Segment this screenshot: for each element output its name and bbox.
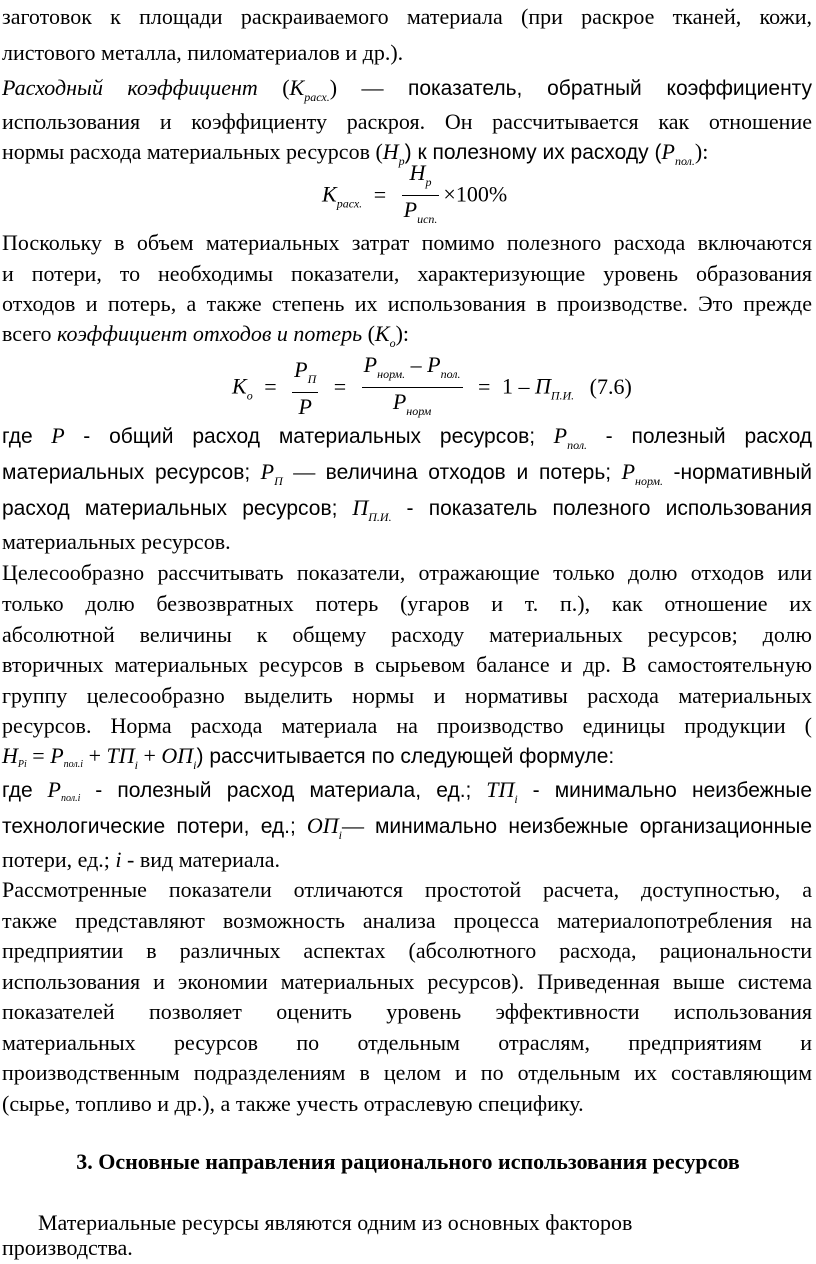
text-line: заготовок к площади раскраиваемого материала (при раскрое тканей, кожи,	[2, 4, 812, 29]
text-line: также представляют возможность анализа процесса материалопотребления на	[2, 908, 812, 933]
text-line: технологические потери, ед.; $ОП_i—$ минимально неизбежные организационные	[2, 813, 812, 842]
text-line: где P - общий расход материальных ресурсов; $P_{пол.}$ - полезный расход	[2, 423, 813, 452]
text-line: только долю безвозвратных потерь (угаров и т. п.), как отношение их	[2, 591, 812, 616]
text-line: ресурсов. Норма расхода материала на производство единицы продукции (	[2, 713, 812, 738]
text-line: Материальные ресурсы являются одним из основных факторов	[38, 1210, 633, 1235]
formula-material-norm: HPi = Pпол.i + $ТП_i + ОП_i$	[2, 743, 197, 772]
text-line: показателей позволяет оценить уровень эффективности использования	[2, 999, 812, 1024]
formula-consumption-coefficient: $K_{расх.}$ = $\frac{H_p}{P_{исп.}}$ ×100%	[322, 160, 508, 226]
text-line: Рассмотренные показатели отличаются простотой расчета, доступностью, а	[2, 877, 812, 902]
text-line: материальных ресурсов; $P_П$ — величина отходов и потерь; $P_{норм.}$ -нормативный	[2, 459, 813, 488]
text-line: вторичных материальных ресурсов в сырьевом балансе и др. В самостоятельную	[2, 652, 812, 677]
text-line: использования и экономии материальных ресурсов). Приведенная выше система	[2, 969, 812, 994]
text-line: расход материальных ресурсов; $П_{П.И.}$ - показатель полезного использования	[2, 495, 812, 524]
text-line: где Pпол.i - полезный расход материала, ед.; $ТП_i$ - минимально неизбежные	[2, 777, 813, 806]
text-line: Поскольку в объем материальных затрат помимо полезного расхода включаются	[2, 230, 812, 255]
text-line: предприятии в различных аспектах (абсолютного расхода, рациональности	[2, 938, 812, 963]
text-line: HPi = Pпол.i + $ТП_i + ОП_i$) рассчитывается по следующей формуле:	[2, 743, 615, 772]
text-line: и потери, то необходимы показатели, характеризующие уровень образования	[2, 261, 812, 286]
section-heading: 3. Основные направления рационального использования ресурсов	[76, 1149, 740, 1174]
text-line: отходов и потерь, а также степень их использования в производстве. Это прежде	[2, 291, 812, 316]
text-line: (сырье, топливо и др.), а также учесть отраслевую специфику.	[2, 1091, 584, 1116]
text-line: нормы расхода материальных ресурсов $(H_p)$ к полезному их расходу $(P_{пол.})$:	[2, 139, 709, 168]
formula-waste-coefficient: $K_o$ = $\frac{P_П}{P}$ = $\frac{P_{норм.} - P_{пол.}}{P_{норм}}$ = $1 - П_{П.И.}$ (7.6)	[232, 352, 632, 419]
text-line: всего коэффициент отходов и потерь $(K_o)$:	[2, 321, 410, 350]
text-line: группу целесообразно выделить нормы и нормативы расхода материальных	[2, 683, 812, 708]
text-line: материальных ресурсов по отдельным отраслям, предприятиям и	[2, 1030, 812, 1055]
term-consumption-coefficient: Расходный коэффициент	[2, 75, 258, 100]
text-line: потери, ед.; i - вид материала.	[2, 847, 281, 872]
text-line: абсолютной величины к общему расходу материальных ресурсов; долю	[2, 622, 812, 647]
equation-number: (7.6)	[589, 373, 632, 399]
text-line: производства.	[2, 1235, 133, 1260]
text-line: Целесообразно рассчитывать показатели, отражающие только долю отходов или	[2, 560, 812, 585]
text-line: материальных ресурсов.	[2, 529, 231, 554]
text-line: использования и коэффициенту раскроя. Он рассчитывается как отношение	[2, 109, 812, 134]
text-line: Расходный коэффициент $(K_{расх.})$ — показатель, обратный коэффициенту	[2, 75, 813, 104]
text-line: листового металла, пиломатериалов и др.).	[2, 40, 404, 65]
text-line: производственным подразделениям в целом и по отдельным их составляющим	[2, 1060, 812, 1085]
